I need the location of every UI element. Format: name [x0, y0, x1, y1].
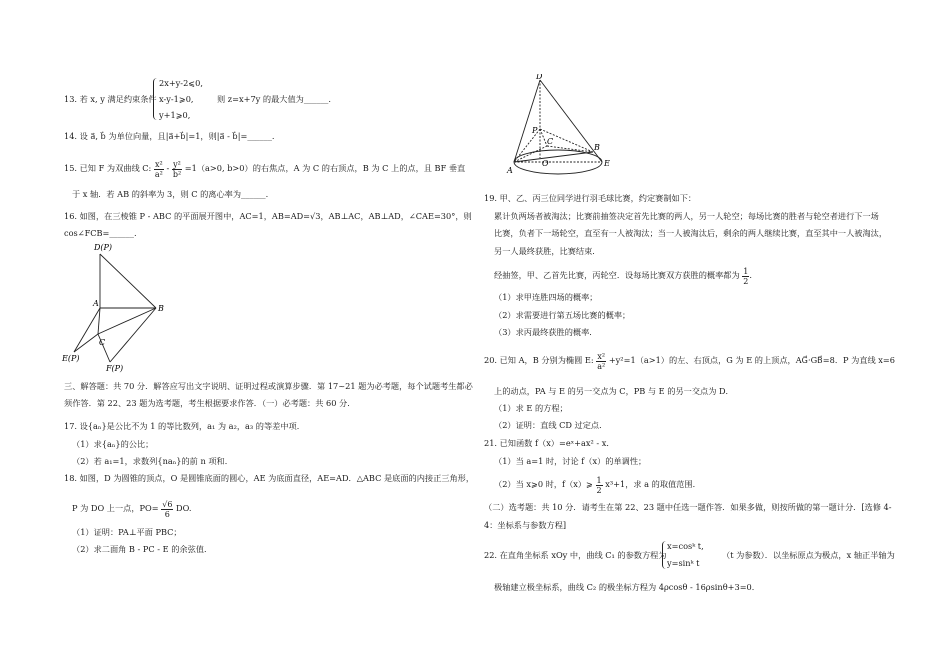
edge-CB [98, 308, 156, 334]
q19-rule-3: 另一人最终获胜，比赛结束． [494, 246, 601, 256]
q13-constraint-3: y+1⩾0, [159, 110, 191, 120]
q20-prefix: 20. 已知 A，B 分别为椭圆 E: [484, 355, 594, 365]
q18-part-2: （2）求二面角 B - PC - E 的余弦值． [72, 544, 213, 554]
q22-postfix: （t 为参数）．以坐标原点为极点，x 轴正半轴为 [722, 550, 895, 560]
q20-frac: $\frac{\text{x²}}{\text{a²}}$ [597, 351, 606, 371]
q21-frac: $\frac{1}{2}$ [596, 475, 602, 495]
q19-frac: $\frac{1}{2}$ [743, 266, 749, 286]
q18-cone-figure [505, 74, 615, 186]
q18-postfix: DO. [176, 503, 192, 513]
q21-part-2-postfix: x³+1，求 a 的取值范围． [605, 479, 701, 489]
q18-line-1: 18. 如图，D 为圆锥的顶点，O 是圆锥底面的圆心，AE 为底面直径，AE=AD．△ABC 是底面的内接正三角形， [64, 473, 475, 483]
q18-part-1: （1）证明：PA⊥平面 PBC； [72, 527, 182, 537]
edge-DB [100, 254, 156, 308]
q19-part-3: （3）求丙最终获胜的概率． [494, 327, 598, 337]
cone-edge-right [540, 80, 602, 162]
q15-prefix: 15. 已知 F 为双曲线 C: [64, 163, 152, 173]
q13-constraint-2: x-y-1⩾0, [159, 94, 194, 104]
label-D: D [536, 74, 543, 81]
q18-prefix: P 为 DO 上一点，PO= [72, 503, 159, 513]
label-P: P [532, 126, 538, 135]
q19-rule-2: 比赛，负者下一场轮空，直至有一人被淘汰；当一人被淘汰后，剩余的两人继续比赛，直至其中一人被淘汰， [494, 228, 888, 238]
q19-part-2: （2）求需要进行第五场比赛的概率； [494, 310, 631, 320]
q22-param-y: y=sinᵏ t [667, 558, 700, 568]
label-C: C [99, 338, 106, 347]
section3-line-2: 须作答．第 22、23 题为选考题，考生根据要求作答．（一）必考题：共 60 分． [64, 398, 356, 408]
optional-section-line-2: 4：坐标系与参数方程] [484, 520, 567, 530]
q22-param-x: x=cosᵏ t, [667, 541, 704, 551]
label-F: F(P) [106, 364, 124, 373]
q20-line-2: 上的动点，PA 与 E 的另一交点为 C，PB 与 E 的另一交点为 D． [494, 386, 734, 396]
q17-part-1: （1）求{aₙ}的公比； [72, 439, 154, 449]
q21-part-2-prefix: （2）当 x⩾0 时，f（x）⩾ [494, 479, 593, 489]
q19-part-1: （1）求甲连胜四场的概率； [494, 292, 598, 302]
q22-prefix: 22. 在直角坐标系 xOy 中，曲线 C₁ 的参数方程为 [484, 550, 667, 560]
q19-rule-1: 累计负两场者被淘汰；比赛前抽签决定首先比赛的两人，另一人轮空；每场比赛的胜者与轮空者进行下一场 [494, 211, 879, 221]
label-B: B [158, 304, 164, 313]
label-E: E(P) [62, 354, 80, 363]
q13-constraint-1: 2x+y-2⩽0, [159, 78, 203, 88]
edge-PC [540, 129, 547, 146]
label-D: D(P) [94, 243, 113, 252]
q22-line-2: 极轴建立极坐标系，曲线 C₂ 的极坐标方程为 4ρcosθ - 16ρsinθ+3=0． [494, 582, 760, 592]
q13-brace [153, 78, 158, 120]
optional-section-line-1: （二）选考题：共 10 分．请考生在第 22、23 题中任选一题作答．如果多做，则按所做的第一题计分．[选修 4- [484, 502, 892, 512]
label-A: A [93, 299, 99, 308]
q18-line-2 [72, 498, 191, 519]
edge-FB [110, 308, 156, 362]
label-B: B [594, 143, 600, 152]
q19-rule-4-text: 经抽签，甲、乙首先比赛，丙轮空．设每场比赛双方获胜的概率都为 [494, 270, 740, 280]
q16-line-2: cos∠FCB=______. [64, 228, 137, 238]
q15-frac-x: $\frac{\text{x²}}{\text{a²}}$ [154, 159, 163, 179]
label-O: O [542, 159, 549, 168]
q21-part-1: （1）当 a=1 时，讨论 f（x）的单调性； [494, 456, 647, 466]
q15-line-2: 于 x 轴．若 AB 的斜率为 3，则 C 的离心率为______. [72, 189, 269, 199]
edge-EC [74, 334, 98, 352]
q18-frac: $\frac{√6}{6}$ [162, 499, 173, 519]
q20-line-1 [484, 350, 895, 371]
label-A: A [507, 166, 513, 175]
edge-AC [98, 308, 100, 334]
q16-line-1: 16. 如图，在三棱锥 P - ABC 的平面展开图中，AC=1，AB=AD=√3，AB⊥AC，AB⊥AD，∠CAE=30°，则 [64, 211, 472, 221]
q16-net-figure [60, 240, 190, 375]
q17-part-2: （2）若 a₁=1，求数列{naₙ}的前 n 项和． [72, 456, 233, 466]
q21-text: 21. 已知函数 f（x）=eˣ+ax² - x． [484, 438, 615, 448]
q13-suffix: 则 z=x+7y 的最大值为______. [217, 94, 331, 104]
q19-rule-4: 经抽签，甲、乙首先比赛，丙轮空．设每场比赛双方获胜的概率都为 $\frac{1}{2}$ . [494, 266, 752, 286]
q17-text: 17. 设{aₙ}是公比不为 1 的等比数列，a₁ 为 a₂，a₃ 的等差中项． [64, 421, 305, 431]
q20-part-2: （2）证明：直线 CD 过定点． [494, 420, 608, 430]
section3-line-1: 三、解答题：共 70 分．解答应写出文字说明、证明过程或演算步骤．第 17~21 题为必考题，每个试题考生都必 [64, 381, 473, 391]
q20-postfix: +y²=1（a>1）的左、右顶点，G 为 E 的上顶点，AG⃗·GB⃗=8．P 为直线 x=6 [608, 355, 895, 365]
q21-part-2 [494, 474, 701, 495]
q14-text: 14. 设 a⃗, b⃗ 为单位向量，且|a⃗+b⃗|=1，则|a⃗ - b⃗|=______. [64, 131, 275, 141]
label-C: C [547, 137, 554, 146]
q15-frac-y: $\frac{\text{y²}}{\text{b²}}$ [172, 159, 182, 179]
q13-prefix: 13. 若 x, y 满足约束条件 [64, 94, 157, 104]
q20-part-1: （1）求 E 的方程； [494, 403, 568, 413]
q15-postfix: =1（a>0, b>0）的右焦点，A 为 C 的右顶点，B 为 C 上的点，且 BF 垂直 [184, 163, 466, 173]
q19-text: 19. 甲、乙、丙三位同学进行羽毛球比赛，约定赛制如下： [484, 193, 697, 203]
cone-edge-left [514, 80, 540, 162]
edge-AE [74, 308, 100, 352]
q15-line-1: 15. 已知 F 为双曲线 C: $\frac{\text{x²}}{\text{a²}}$ - $\frac{\text{y²}}{\text{b²}}$ =1（a>0, b>0）的右焦点，A 为 C 的右顶点，B 为 C 上的点，且 BF 垂直 [64, 159, 466, 179]
label-E: E [604, 159, 610, 168]
